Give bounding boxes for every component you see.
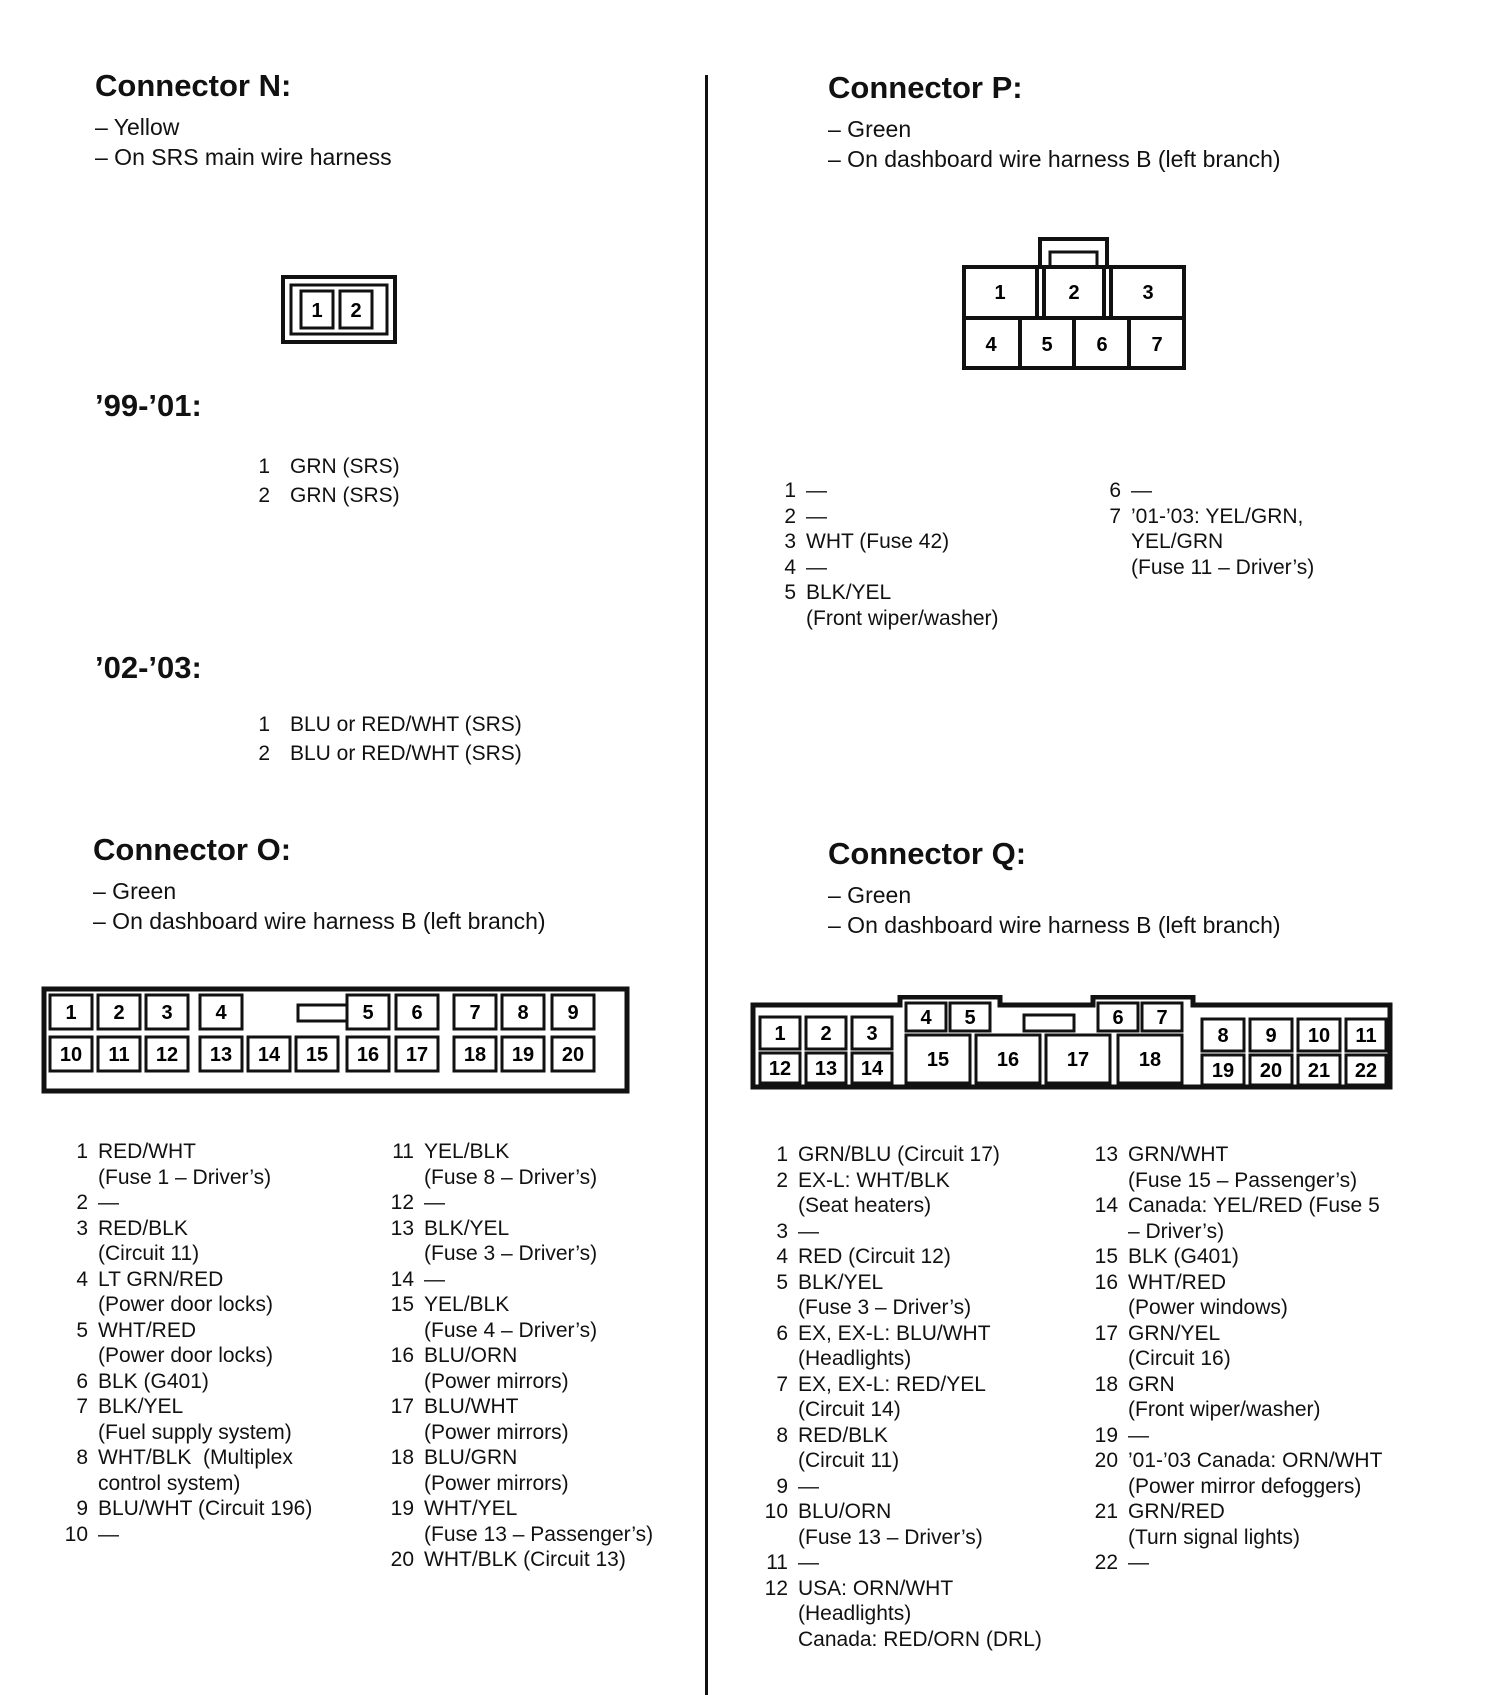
- pin-description: BLK (G401): [98, 1369, 209, 1393]
- pin-label: 6: [1112, 1007, 1124, 1029]
- pin-label: 7: [1156, 1007, 1168, 1029]
- pin-label: 3: [1142, 282, 1154, 304]
- connector-q-info: [828, 880, 1281, 940]
- pin-number: 7: [76, 1395, 88, 1418]
- pin-label: 4: [920, 1007, 932, 1029]
- pin-label: 15: [305, 1044, 329, 1066]
- pin-description: GRN/WHT (Fuse 15 – Passenger’s): [1128, 1143, 1358, 1192]
- pin-description: EX, EX-L: RED/YEL (Circuit 14): [798, 1372, 986, 1421]
- pin-label: 19: [511, 1044, 535, 1066]
- pin-number: 10: [64, 1522, 88, 1546]
- pin-description: —: [806, 479, 827, 502]
- years-99-01-heading: ’99-’01:: [95, 388, 202, 423]
- pin-label: 3: [866, 1023, 878, 1045]
- pin-number: 13: [390, 1216, 414, 1240]
- connector-o-pins-left: [60, 1139, 312, 1547]
- pin-label: 9: [567, 1002, 579, 1024]
- list-item: [752, 1142, 1042, 1168]
- pin-label: 2: [113, 1002, 125, 1024]
- pin-number: 1: [258, 455, 270, 478]
- pin-description: GRN/BLU (Circuit 17): [798, 1143, 1000, 1166]
- list-item: [60, 1496, 312, 1522]
- pin-label: 3: [161, 1002, 173, 1024]
- list-item: [60, 1522, 312, 1548]
- connector-q-color: – Green: [828, 882, 912, 908]
- pin-description: BLU/WHT (Circuit 196): [98, 1497, 313, 1520]
- connector-p-pins-left: [768, 478, 999, 631]
- connector-q-pins-right: [1082, 1142, 1382, 1576]
- cell-divider: [1127, 318, 1131, 368]
- pin-number: 19: [1094, 1423, 1118, 1447]
- pin-label: 20: [561, 1044, 585, 1066]
- pin-number: 9: [776, 1474, 788, 1498]
- pin-label: 18: [1138, 1049, 1162, 1071]
- list-item: [240, 710, 522, 739]
- pin-number: 11: [766, 1551, 788, 1574]
- connector-q-diagram: [748, 995, 1398, 1095]
- pin-label: 1: [65, 1002, 77, 1024]
- pin-description: WHT (Fuse 42): [806, 530, 950, 553]
- pin-number: 7: [1109, 504, 1121, 528]
- years-99-01-pins: [240, 452, 400, 510]
- pin-description: —: [1128, 1423, 1149, 1447]
- list-item: [60, 1139, 312, 1190]
- connector-q-key: [1024, 1015, 1074, 1031]
- pin-label: 17: [1066, 1049, 1090, 1071]
- list-item: [1082, 1244, 1382, 1270]
- pin-number: 4: [784, 555, 796, 579]
- pin-label: 10: [59, 1044, 83, 1066]
- connector-p-info: [828, 114, 1281, 174]
- pin-number: 6: [776, 1321, 788, 1345]
- pin-number: 14: [390, 1267, 414, 1291]
- list-item: [1082, 1193, 1382, 1244]
- years-02-03-pins: [240, 710, 522, 768]
- pin-description: —: [798, 1219, 819, 1243]
- pin-description: USA: ORN/WHT (Headlights) Canada: RED/ORN (DRL): [798, 1576, 1042, 1651]
- pin-number: 2: [76, 1191, 88, 1214]
- pin-label: 20: [1259, 1060, 1283, 1082]
- pin-label: 18: [463, 1044, 487, 1066]
- pin-label: 9: [1265, 1025, 1277, 1047]
- list-item: [378, 1267, 653, 1293]
- list-item: [240, 739, 522, 768]
- pin-number: 4: [76, 1267, 88, 1291]
- pin-description: WHT/RED (Power windows): [1128, 1270, 1288, 1319]
- list-item: [1082, 1372, 1382, 1423]
- pin-label: 10: [1307, 1025, 1331, 1047]
- pin-description: BLK/YEL (Fuse 3 – Driver’s): [424, 1216, 598, 1265]
- pin-number: 19: [390, 1497, 414, 1520]
- pin-description: GRN/RED (Turn signal lights): [1128, 1500, 1300, 1549]
- pin-number: 20: [1094, 1449, 1118, 1472]
- list-item: [60, 1190, 312, 1216]
- list-item: [752, 1244, 1042, 1270]
- cell-divider: [1072, 318, 1076, 368]
- list-item: [1082, 1142, 1382, 1193]
- pin-label: 5: [362, 1002, 374, 1024]
- list-item: [752, 1270, 1042, 1321]
- pin-description: EX-L: WHT/BLK (Seat heaters): [798, 1168, 950, 1217]
- pin-description: EX, EX-L: BLU/WHT (Headlights): [798, 1321, 991, 1370]
- pin-description: RED/BLK (Circuit 11): [798, 1423, 900, 1472]
- pin-number: 2: [776, 1168, 788, 1192]
- list-item: [1093, 504, 1314, 581]
- pin-number: 6: [76, 1369, 88, 1393]
- list-item: [60, 1369, 312, 1395]
- pin-description: BLU or RED/WHT (SRS): [290, 713, 522, 736]
- pin-number: 13: [1094, 1143, 1118, 1166]
- list-item: [60, 1216, 312, 1267]
- list-item: [768, 555, 999, 581]
- connector-o-key: [298, 1005, 348, 1021]
- pin-number: 14: [1094, 1194, 1118, 1217]
- list-item: [752, 1499, 1042, 1550]
- pin-description: RED/WHT (Fuse 1 – Driver’s): [98, 1140, 272, 1189]
- pin-description: RED (Circuit 12): [798, 1245, 951, 1268]
- pin-description: —: [798, 1551, 819, 1574]
- list-item: [752, 1219, 1042, 1245]
- pin-description: GRN (SRS): [290, 484, 400, 507]
- pin-label: 5: [1041, 334, 1053, 356]
- pin-label: 8: [1217, 1025, 1229, 1047]
- list-item: [752, 1576, 1042, 1653]
- pin-description: BLK (G401): [1128, 1245, 1239, 1268]
- pin-label: 14: [860, 1058, 884, 1080]
- years-02-03-heading: ’02-’03:: [95, 650, 202, 685]
- pin-description: —: [1131, 479, 1152, 502]
- pin-number: 20: [390, 1548, 414, 1571]
- cell-divider: [1035, 267, 1039, 318]
- list-item: [768, 580, 999, 631]
- pin-label: 7: [1151, 334, 1163, 356]
- pin-description: RED/BLK (Circuit 11): [98, 1216, 200, 1265]
- pin-number: 16: [1094, 1270, 1118, 1294]
- list-item: [1082, 1499, 1382, 1550]
- list-item: [752, 1168, 1042, 1219]
- list-item: [378, 1139, 653, 1190]
- pin-description: YEL/BLK (Fuse 4 – Driver’s): [424, 1293, 598, 1342]
- connector-p-title: Connector P:: [828, 70, 1023, 105]
- pin-label: 6: [411, 1002, 423, 1024]
- pin-description: GRN/YEL (Circuit 16): [1128, 1321, 1231, 1370]
- pin-description: WHT/YEL (Fuse 13 – Passenger’s): [424, 1497, 654, 1546]
- pin-number: 2: [258, 742, 270, 765]
- pin-description: BLK/YEL (Front wiper/washer): [806, 581, 999, 630]
- connector-p-location: – On dashboard wire harness B (left branch): [828, 146, 1281, 172]
- connector-o-info: [93, 876, 546, 936]
- pin-label: 11: [1355, 1025, 1377, 1047]
- connector-o-location: – On dashboard wire harness B (left branch): [93, 908, 546, 934]
- pin-description: —: [98, 1522, 119, 1546]
- pin-description: BLU/ORN (Power mirrors): [424, 1344, 569, 1393]
- connector-n-info: [95, 112, 392, 172]
- pin-number: 12: [390, 1191, 414, 1214]
- pin-number: 8: [76, 1446, 88, 1469]
- pin-description: BLK/YEL (Fuse 3 – Driver’s): [798, 1270, 972, 1319]
- pin-label: 7: [469, 1002, 481, 1024]
- list-item: [378, 1292, 653, 1343]
- pin-description: —: [806, 504, 827, 528]
- pin-description: —: [98, 1191, 119, 1214]
- pin-number: 5: [776, 1270, 788, 1294]
- pin-label: 2: [1068, 282, 1080, 304]
- list-item: [1093, 478, 1314, 504]
- pin-number: 18: [390, 1446, 414, 1469]
- list-item: [378, 1394, 653, 1445]
- pin-description: BLK/YEL (Fuel supply system): [98, 1395, 292, 1444]
- connector-p-color: – Green: [828, 116, 912, 142]
- pin-description: Canada: YEL/RED (Fuse 5 – Driver’s): [1128, 1194, 1380, 1243]
- pin-label: 2: [350, 300, 362, 322]
- pin-number: 3: [776, 1219, 788, 1243]
- pin-label: 15: [926, 1049, 950, 1071]
- pin-description: —: [798, 1474, 819, 1498]
- pin-number: 1: [76, 1140, 88, 1163]
- cell-divider: [1018, 318, 1022, 368]
- pin-description: ’01-’03 Canada: ORN/WHT (Power mirror defoggers): [1128, 1449, 1383, 1498]
- pin-number: 15: [390, 1293, 414, 1316]
- pin-label: 11: [108, 1044, 130, 1066]
- pin-label: 1: [774, 1023, 786, 1045]
- list-item: [768, 504, 999, 530]
- pin-description: WHT/BLK (Multiplex control system): [98, 1446, 293, 1495]
- pin-label: 16: [996, 1049, 1020, 1071]
- pin-label: 1: [311, 300, 323, 322]
- pin-number: 8: [776, 1423, 788, 1447]
- list-item: [1082, 1423, 1382, 1449]
- list-item: [60, 1318, 312, 1369]
- pin-number: 11: [392, 1140, 414, 1163]
- pin-label: 4: [215, 1002, 227, 1024]
- connector-q-location: – On dashboard wire harness B (left branch): [828, 912, 1281, 938]
- list-item: [752, 1321, 1042, 1372]
- connector-n-location: – On SRS main wire harness: [95, 144, 392, 170]
- list-item: [60, 1394, 312, 1445]
- list-item: [1082, 1550, 1382, 1576]
- connector-q-pins-left: [752, 1142, 1042, 1652]
- connector-o-pins-right: [378, 1139, 653, 1573]
- pin-label: 1: [994, 282, 1006, 304]
- pin-number: 17: [390, 1395, 414, 1418]
- list-item: [378, 1445, 653, 1496]
- pin-label: 16: [356, 1044, 380, 1066]
- pin-description: —: [424, 1267, 445, 1291]
- list-item: [752, 1372, 1042, 1423]
- list-item: [768, 478, 999, 504]
- list-item: [60, 1445, 312, 1496]
- pin-description: —: [806, 555, 827, 579]
- pin-number: 1: [776, 1143, 788, 1166]
- pin-label: 14: [257, 1044, 281, 1066]
- pin-number: 22: [1094, 1551, 1118, 1574]
- pin-number: 17: [1094, 1321, 1118, 1345]
- pin-label: 5: [964, 1007, 976, 1029]
- cell-divider: [1042, 267, 1046, 318]
- pin-label: 4: [985, 334, 997, 356]
- pin-number: 1: [784, 479, 796, 502]
- pin-number: 6: [1109, 479, 1121, 502]
- pin-number: 7: [776, 1372, 788, 1396]
- pin-number: 9: [76, 1497, 88, 1520]
- list-item: [378, 1343, 653, 1394]
- connector-p-pins-right: [1093, 478, 1314, 580]
- list-item: [60, 1267, 312, 1318]
- connector-n-title: Connector N:: [95, 68, 292, 103]
- pin-description: YEL/BLK (Fuse 8 – Driver’s): [424, 1140, 598, 1189]
- pin-description: ’01-’03: YEL/GRN, YEL/GRN (Fuse 11 – Driver’s): [1131, 504, 1315, 579]
- pin-description: —: [424, 1191, 445, 1214]
- pin-label: 12: [155, 1044, 179, 1066]
- list-item: [768, 529, 999, 555]
- pin-number: 4: [776, 1245, 788, 1268]
- pin-label: 13: [209, 1044, 233, 1066]
- pin-label: 17: [405, 1044, 429, 1066]
- list-item: [378, 1547, 653, 1573]
- pin-label: 19: [1211, 1060, 1235, 1082]
- pin-description: BLU/WHT (Power mirrors): [424, 1395, 569, 1444]
- connector-n-diagram: [280, 274, 400, 346]
- pin-description: WHT/BLK (Circuit 13): [424, 1548, 626, 1571]
- connector-n-color: – Yellow: [95, 114, 180, 140]
- pin-label: 13: [814, 1058, 838, 1080]
- pin-number: 10: [764, 1500, 788, 1523]
- column-divider: [705, 75, 708, 1695]
- pin-description: BLU/GRN (Power mirrors): [424, 1446, 569, 1495]
- list-item: [1082, 1270, 1382, 1321]
- pin-label: 22: [1354, 1060, 1378, 1082]
- connector-q-title: Connector Q:: [828, 836, 1027, 871]
- connector-o-title: Connector O:: [93, 832, 292, 867]
- list-item: [752, 1550, 1042, 1576]
- pin-label: 8: [517, 1002, 529, 1024]
- pin-number: 18: [1094, 1372, 1118, 1396]
- pin-number: 12: [764, 1576, 788, 1600]
- pin-number: 5: [784, 581, 796, 604]
- pin-number: 16: [390, 1344, 414, 1367]
- pin-label: 21: [1307, 1060, 1331, 1082]
- pin-number: 3: [76, 1216, 88, 1240]
- pin-number: 3: [784, 530, 796, 553]
- list-item: [752, 1474, 1042, 1500]
- pin-number: 2: [784, 504, 796, 528]
- list-item: [1082, 1448, 1382, 1499]
- pin-label: 6: [1096, 334, 1108, 356]
- connector-o-color: – Green: [93, 878, 177, 904]
- list-item: [752, 1423, 1042, 1474]
- pin-description: GRN (SRS): [290, 455, 400, 478]
- pin-description: BLU or RED/WHT (SRS): [290, 742, 522, 765]
- list-item: [240, 481, 400, 510]
- pin-number: 2: [258, 484, 270, 507]
- connector-p-diagram: [955, 236, 1195, 374]
- pin-description: WHT/RED (Power door locks): [98, 1318, 274, 1367]
- pin-description: —: [1128, 1551, 1149, 1574]
- pin-label: 12: [768, 1058, 792, 1080]
- pin-description: GRN (Front wiper/washer): [1128, 1372, 1321, 1421]
- list-item: [240, 452, 400, 481]
- list-item: [378, 1216, 653, 1267]
- cell-divider: [1109, 267, 1113, 318]
- pin-number: 15: [1094, 1245, 1118, 1268]
- pin-number: 1: [258, 713, 270, 736]
- pin-description: BLU/ORN (Fuse 13 – Driver’s): [798, 1500, 983, 1549]
- pin-description: LT GRN/RED (Power door locks): [98, 1267, 274, 1316]
- connector-o-diagram: [40, 985, 640, 1100]
- pin-label: 2: [820, 1023, 832, 1045]
- pin-number: 21: [1094, 1500, 1118, 1523]
- list-item: [378, 1190, 653, 1216]
- cell-divider: [1102, 267, 1106, 318]
- pin-number: 5: [76, 1318, 88, 1342]
- list-item: [1082, 1321, 1382, 1372]
- list-item: [378, 1496, 653, 1547]
